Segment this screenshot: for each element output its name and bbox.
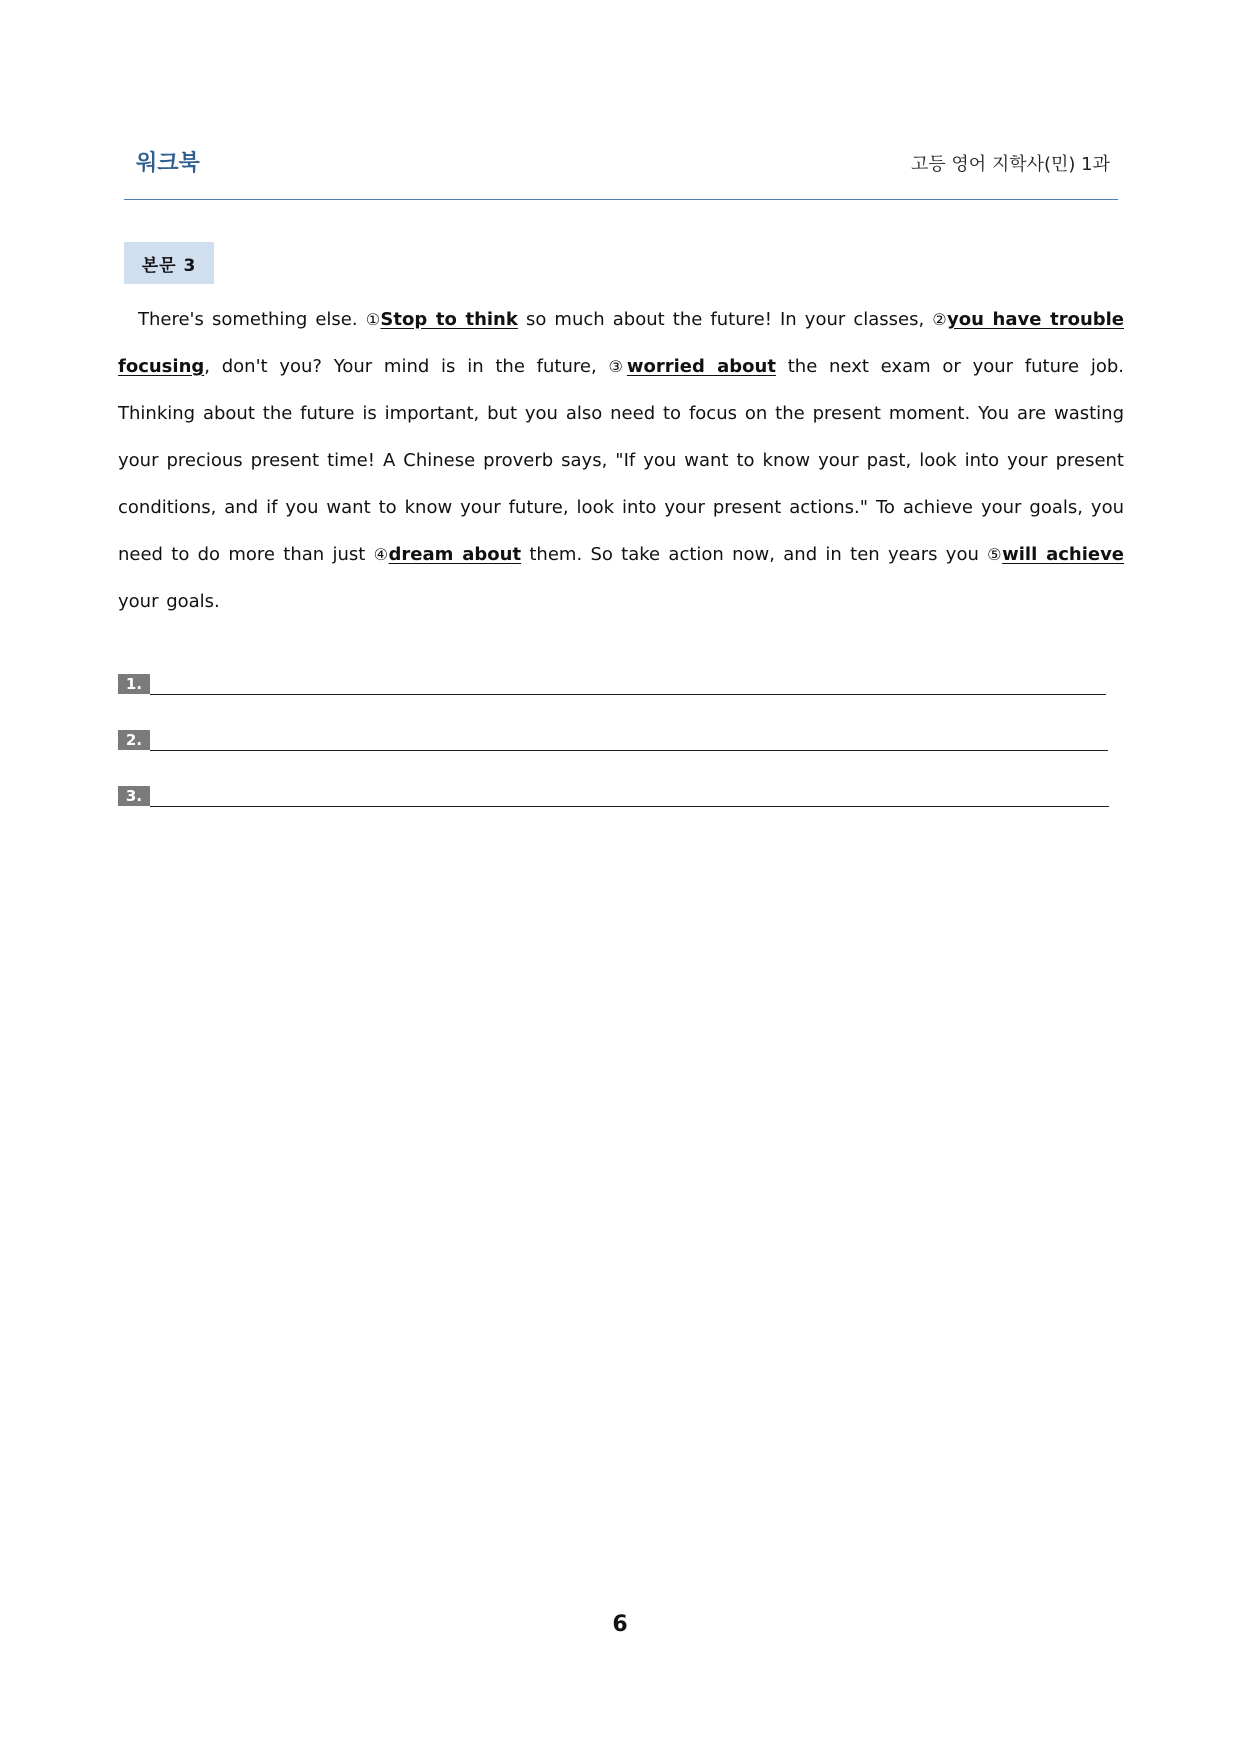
- circled-number-1: ①: [365, 310, 381, 329]
- passage-text: , don't you? Your mind is in the future,: [204, 356, 609, 377]
- section-label: 본문 3: [124, 242, 214, 284]
- circled-number-2: ②: [932, 310, 948, 329]
- page-number: 6: [612, 1612, 628, 1637]
- passage-text: There's something else.: [138, 309, 366, 330]
- header-divider: [124, 199, 1118, 200]
- answer-number-badge: 1.: [118, 674, 150, 694]
- passage-text: so much about the future! In your classes,: [517, 309, 933, 330]
- answer-row-3: [118, 786, 1111, 808]
- reading-passage: [118, 296, 1124, 625]
- underlined-phrase-3: worried about: [626, 356, 776, 377]
- passage-text: them. So take action now, and in ten years you: [521, 544, 988, 565]
- workbook-title: 워크북: [136, 151, 200, 176]
- underlined-phrase-1: Stop to think: [380, 309, 518, 330]
- answer-row-2: [118, 730, 1110, 752]
- course-subtitle: 고등 영어 지학사(민) 1과: [910, 154, 1110, 175]
- answer-line-2[interactable]: [150, 750, 1108, 751]
- underlined-phrase-5: will achieve: [1002, 544, 1125, 565]
- answer-line-3[interactable]: [150, 806, 1109, 807]
- passage-text: the next exam or your future job. Thinking about the future is important, but you also need to focus on the present moment. You are wasting your precious present time! A Chinese proverb says, "If you want to know your past, look into your present conditions, and if you want to know your future, look into your present actions." To achieve your goals, you need to do more than just: [118, 356, 1125, 565]
- passage-text: your goals.: [118, 591, 220, 612]
- answer-number-badge: 2.: [118, 730, 150, 750]
- circled-number-3: ③: [608, 357, 627, 376]
- underlined-phrase-2: you have trouble focusing: [118, 309, 1125, 377]
- underlined-phrase-4: dream about: [388, 544, 522, 565]
- answer-row-1: [118, 674, 1108, 696]
- circled-number-4: ④: [373, 545, 389, 564]
- answer-number-badge: 3.: [118, 786, 150, 806]
- circled-number-5: ⑤: [987, 545, 1003, 564]
- answer-line-1[interactable]: [150, 694, 1106, 695]
